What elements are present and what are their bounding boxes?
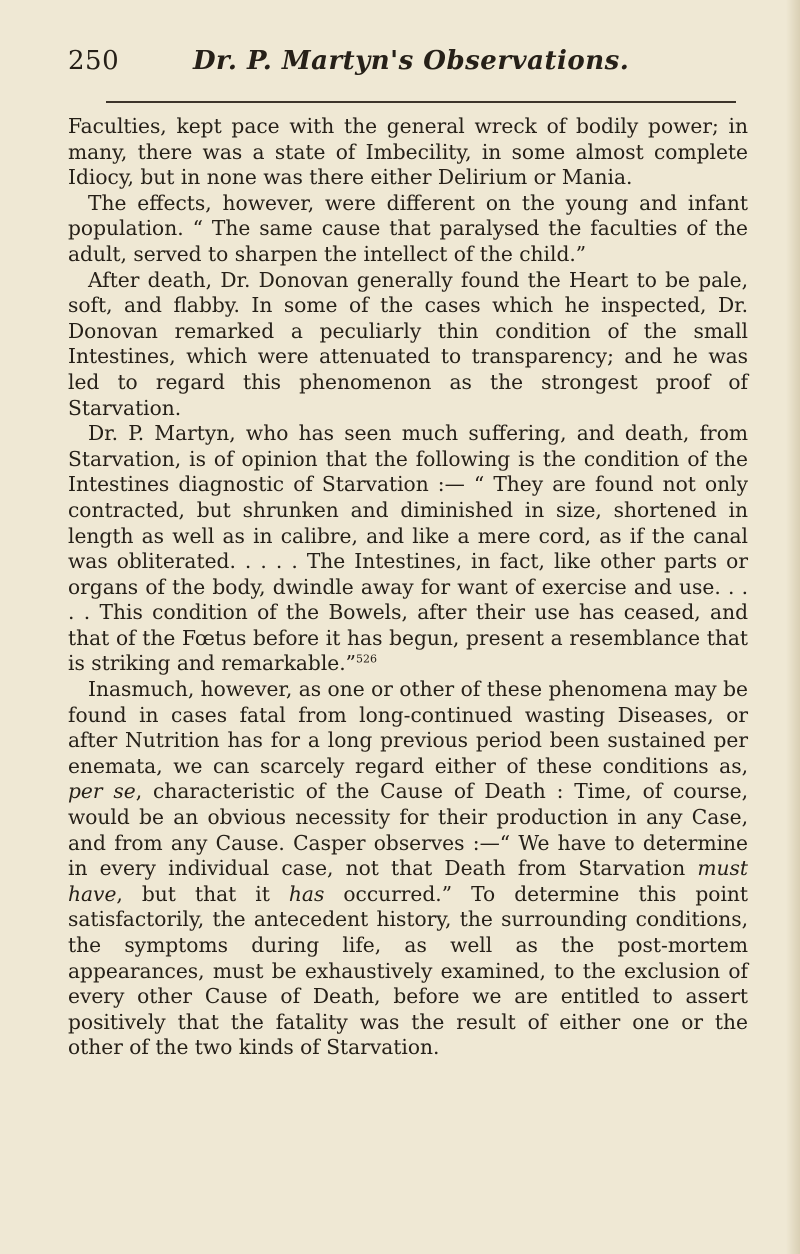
page-edge-shadow [786,0,800,1254]
body-text [68,114,748,1061]
paragraph-5-part-b: , characteristic of the Cause of Death : Time, of course, would be an obvious necessity for their production in any Case, and from any Cause. Casper observes :—“ We have to determine in every individual case, not that Death from Starvation [68,779,748,881]
paragraph-3: After death, Dr. Donovan generally found the Heart to be pale, soft, and flabby. In some of the cases which he inspected, Dr. Donovan remarked a peculiarly thin condition of the small Intestines, which were attenuated to transparency; and he was led to regard this phenomenon as the strongest proof of Starvation. [68,267,748,420]
footnote-reference: 526 [355,652,377,666]
paragraph-5 [68,677,748,1061]
header-rule [106,101,736,103]
page-header [68,44,748,88]
paragraph-5-part-a: Inasmuch, however, as one or other of these phenomena may be found in cases fatal from long-continued wasting Diseases, or after Nutrition has for a long previous period been sustained per enemata, we can scarcely regard either of these conditions as, [68,677,748,778]
paragraph-2: The effects, however, were different on the young and infant population. “ The same cause that paralysed the faculties of the adult, served to sharpen the intellect of the child.” [68,190,748,266]
running-title: Dr. P. Martyn's Observations. [193,46,630,76]
italic-has: has [288,881,325,906]
paragraph-5-part-c: , but that it [116,881,289,906]
paragraph-5-part-d: occurred.” To determine this point satisfactorily, the antecedent history, the surrounding conditions, the symptoms during life, as well as the post-mortem appearances, must be exhaustively examined, to the exclusion of every other Cause of Death, before we are entitled to assert positively that the fatality was the result of either one or the other of the two kinds of Starvation. [68,881,749,1060]
paragraph-4 [68,421,748,677]
paragraph-4-text: Dr. P. Martyn, who has seen much suffering, and death, from Starvation, is of opinion that the following is the condition of the Intestines diagnostic of Starvation :— “ They are found not only contracted, but shrunken and diminished in size, shortened in length as well as in calibre, and like a mere cord, as if the canal was obliterated. . . . . The Intestines, in fact, like other parts or organs of the body, dwindle away for want of exercise and use. . . . . This condition of the Bowels, after their use has ceased, and that of the Fœtus before it has begun, present a resemblance that is striking and remarkable.” [68,421,748,676]
page-number: 250 [68,46,120,76]
italic-per-se: per se [68,779,136,804]
paragraph-1: Faculties, kept pace with the general wreck of bodily power; in many, there was a state of Imbecility, in some almost complete Idiocy, but in none was there either Delirium or Mania. [68,114,748,190]
italic-must-have: must have [68,856,748,906]
